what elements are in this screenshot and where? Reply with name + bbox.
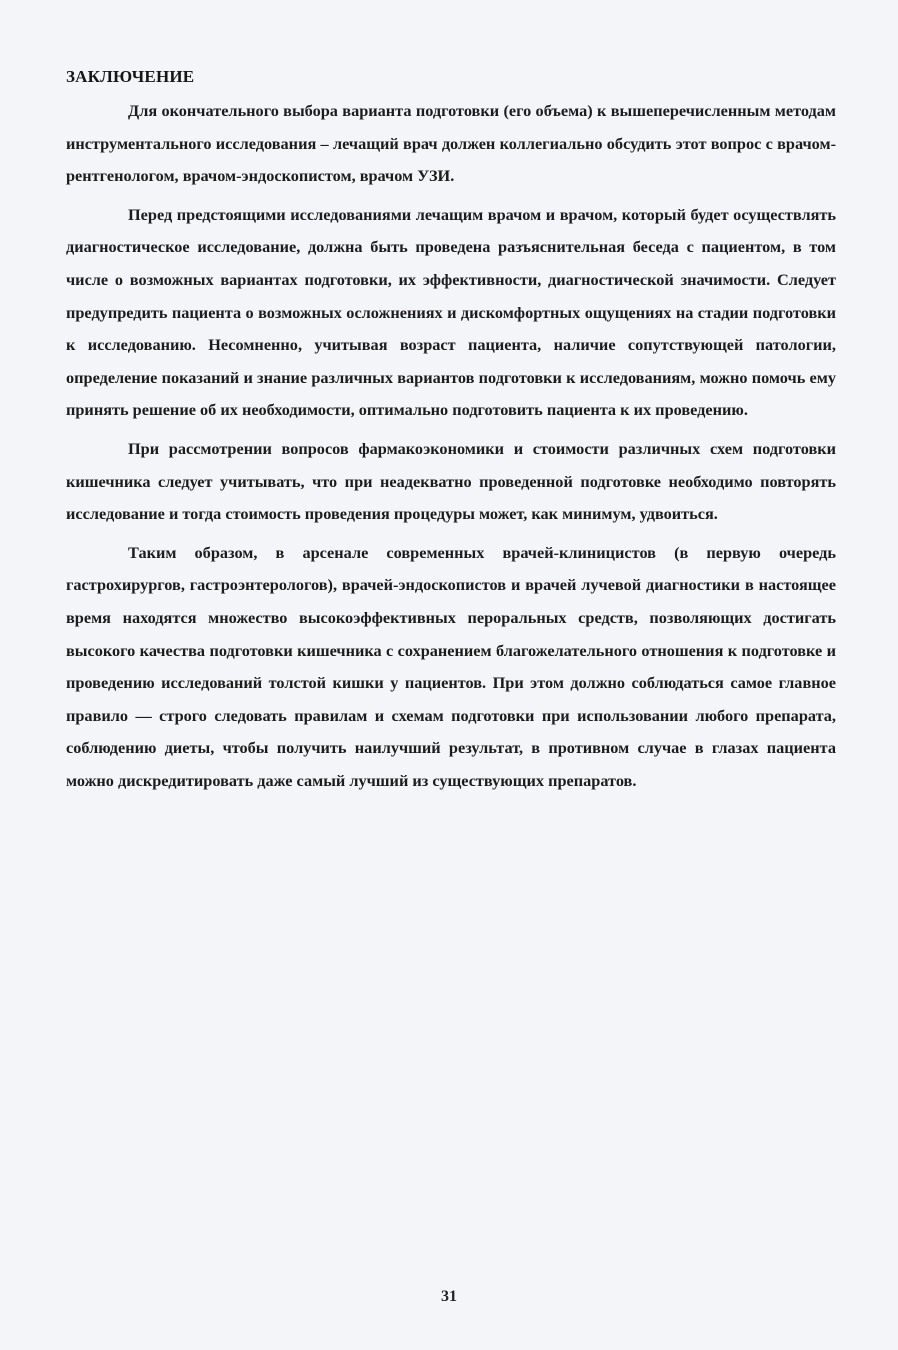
paragraph-1: Для окончательного выбора варианта подготовки (его объема) к вышеперечисленным методам инструментального исследования – лечащий врач должен коллегиально обсудить этот вопрос с врачом-рентгенологом, врачом-эндоскопистом, врачом УЗИ. — [66, 101, 836, 186]
paragraph-3: При рассмотрении вопросов фармакоэкономики и стоимости различных схем подготовки кишечника следует учитывать, что при неадекватно проведенной подготовке необходимо повторять исследование и тогда стоимость проведения процедуры может, как минимум, удвоиться. — [66, 438, 836, 524]
page-number: 31 — [441, 1288, 457, 1305]
section-heading: ЗАКЛЮЧЕНИЕ — [66, 67, 195, 86]
paragraph-4: Таким образом, в арсенале современных врачей-клиницистов (в первую очередь гастрохирургов, гастроэнтерологов), врачей-эндоскопистов и врачей лучевой диагностики в настоящее время находятся множество высокоэффективных пероральных средств, позволяющих достигать высокого качества подготовки кишечника с сохранением благожелательного отношения к подготовке и проведению исследований толстой кишки у пациентов. При этом должно соблюдаться самое главное правило — строго следовать правилам и схемам подготовки при использовании любого препарата, соблюдению диеты, чтобы получить наилучший результат, в противном случае в глазах пациента можно дискредитировать даже самый лучший из существующих препаратов. — [66, 542, 836, 790]
document-body — [66, 64, 836, 803]
paragraph-2: Перед предстоящими исследованиями лечащим врачом и врачом, который будет осуществлять диагностическое исследование, должна быть проведена разъяснительная беседа с пациентом, в том числе о возможных вариантах подготовки, их эффективности, диагностической значимости. Следует предупредить пациента о возможных осложнениях и дискомфортных ощущениях на стадии подготовки к исследованию. Несомненно, учитывая возраст пациента, наличие сопутствующей патологии, определение показаний и знание различных вариантов подготовки к исследованиям, можно помочь ему принять решение об их необходимости, оптимально подготовить пациента к их проведению. — [66, 204, 836, 420]
